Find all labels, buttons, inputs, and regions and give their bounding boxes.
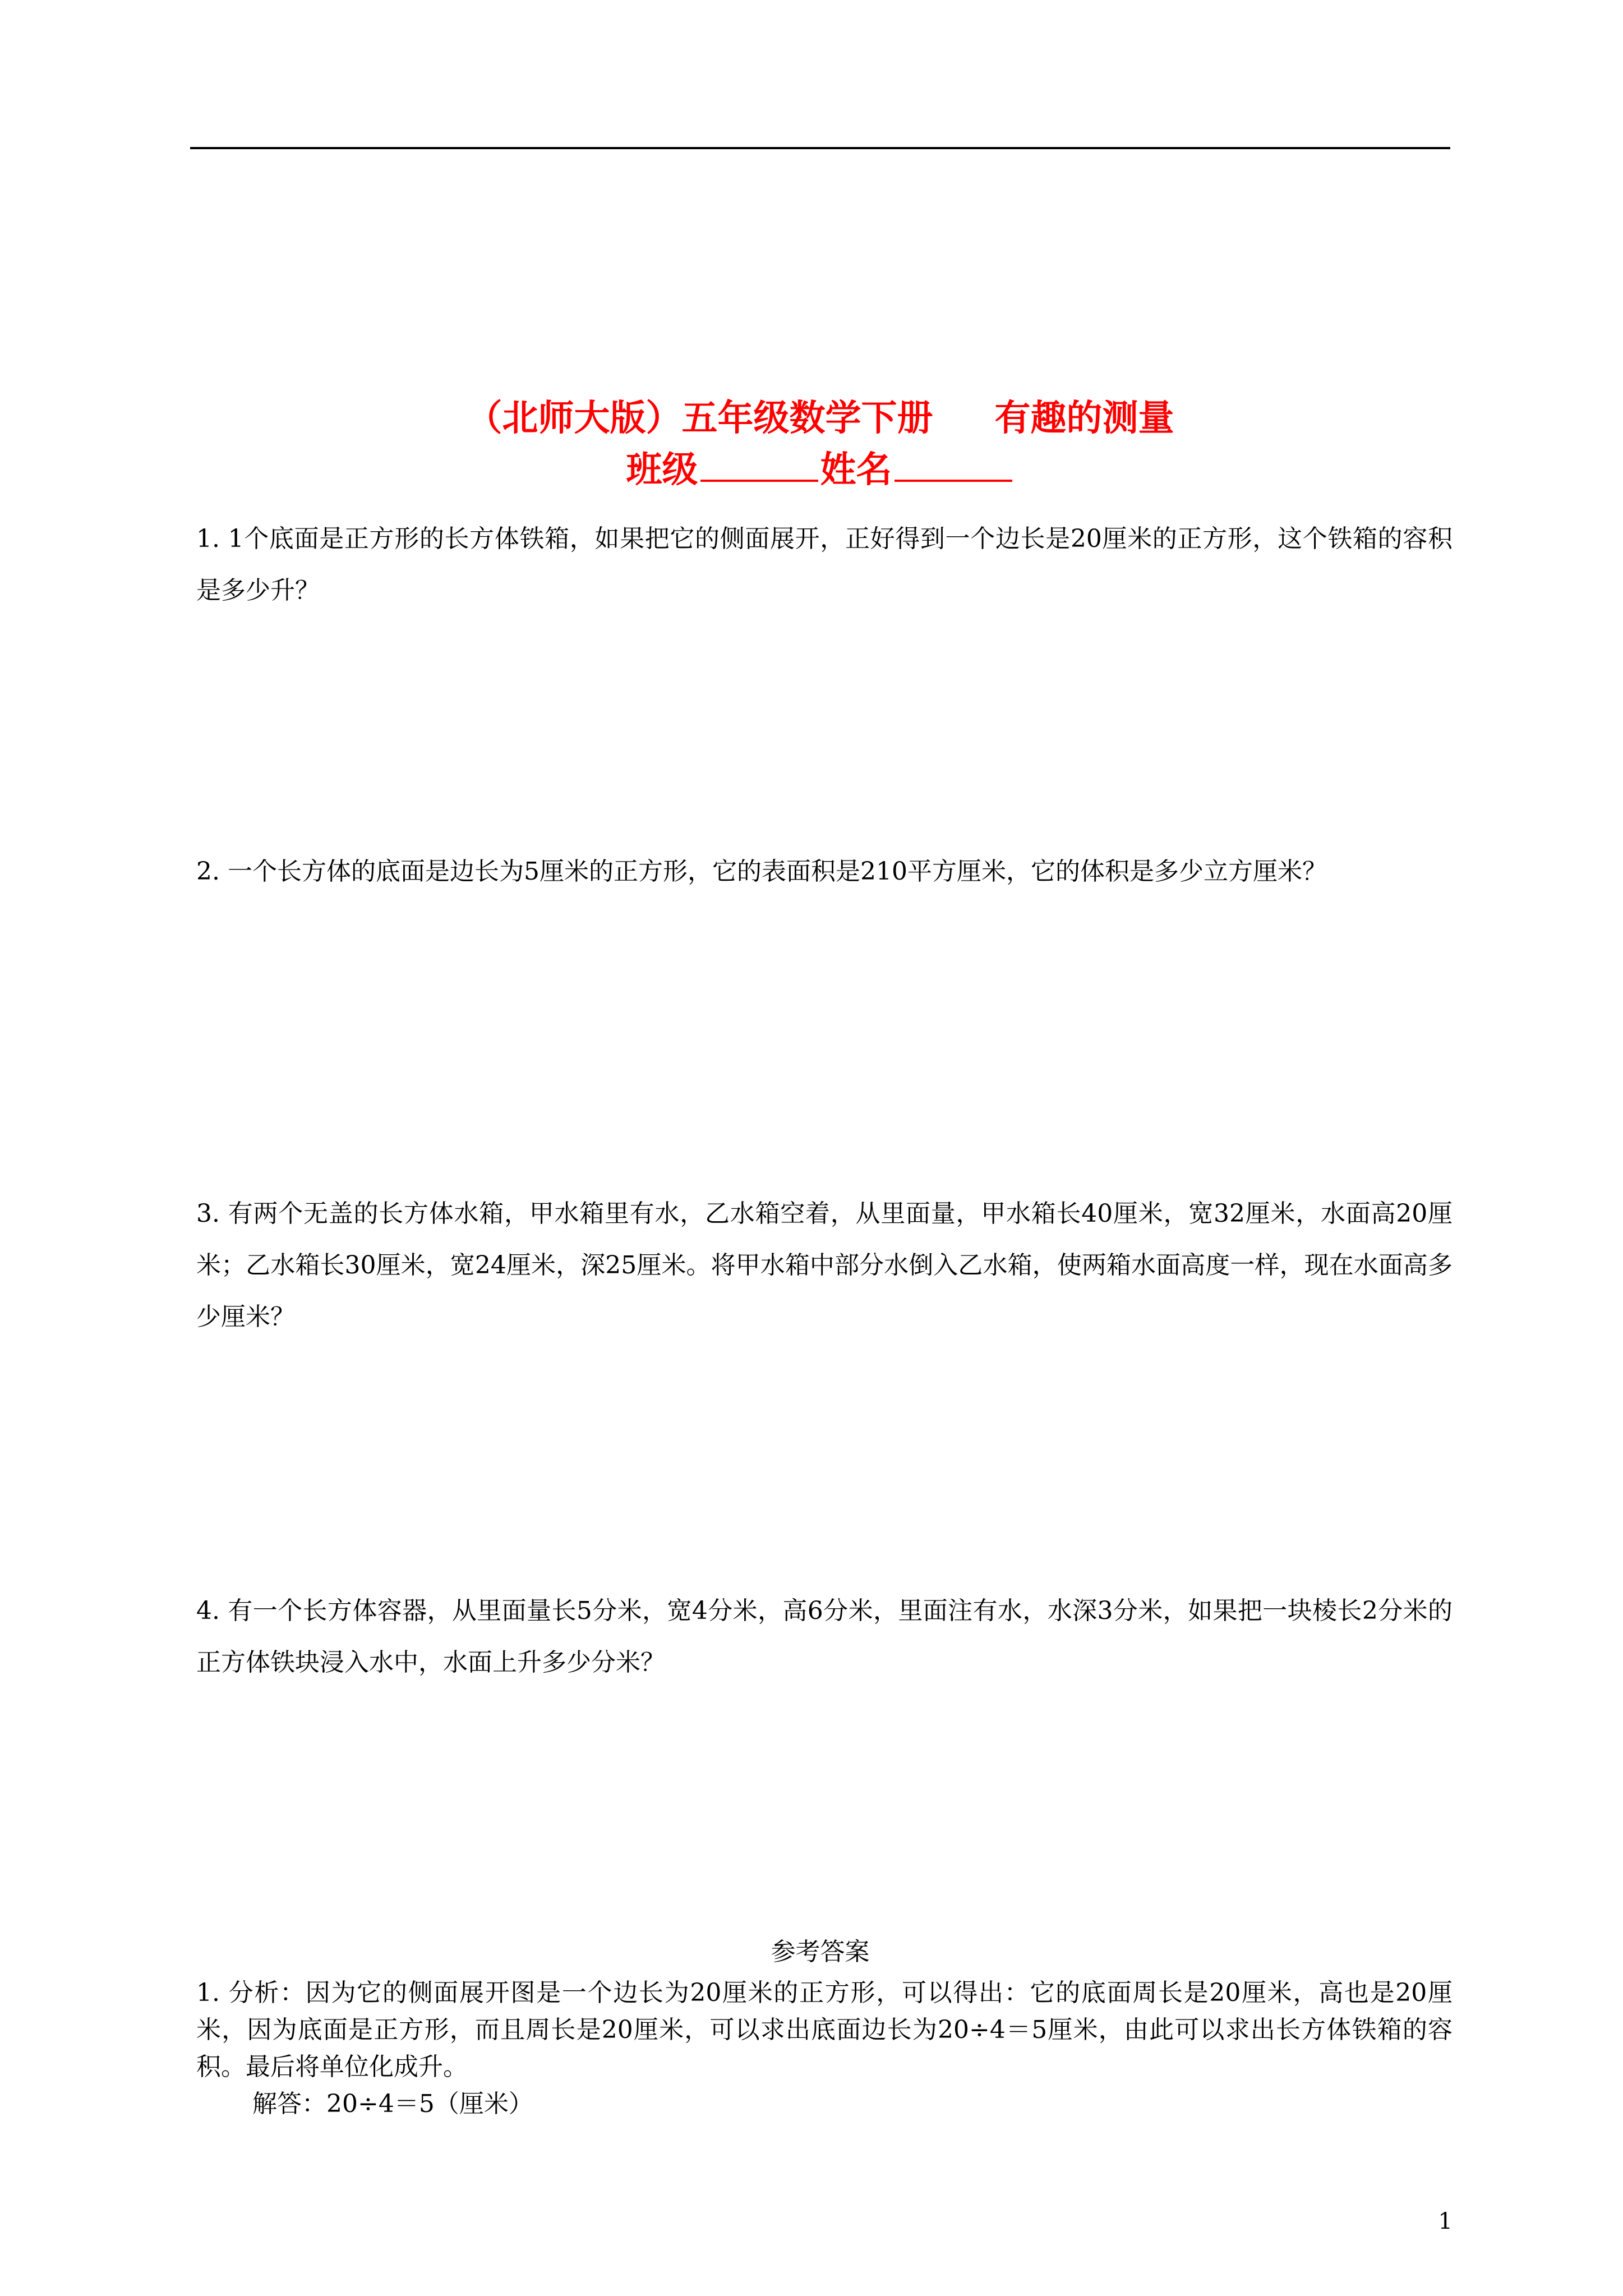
question-4: 4. 有一个长方体容器，从里面量长5分米，宽4分米，高6分米，里面注有水，水深3分米，如果把一块棱长2分米的正方体铁块浸入水中，水面上升多少分米？ xyxy=(196,1596,1453,1677)
class-blank[interactable] xyxy=(700,446,818,482)
title-topic: 有趣的测量 xyxy=(994,397,1174,439)
title-series: （北师大版）五年级数学下册 xyxy=(466,397,933,439)
page-number: 1 xyxy=(1438,2208,1453,2234)
worksheet-title xyxy=(190,393,1450,496)
title-line xyxy=(190,393,1450,444)
answer-1-solution: 解答：20÷4＝5（厘米） xyxy=(252,2090,533,2118)
question-1: 1. 1个底面是正方形的长方体铁箱，如果把它的侧面展开，正好得到一个边长是20厘米的正方形，这个铁箱的容积是多少升？ xyxy=(196,524,1453,605)
student-info-line xyxy=(190,444,1450,496)
name-label: 姓名 xyxy=(820,449,892,491)
header-rule xyxy=(190,147,1450,149)
question-3: 3. 有两个无盖的长方体水箱，甲水箱里有水，乙水箱空着，从里面量，甲水箱长40厘米，宽32厘米，水面高20厘米；乙水箱长30厘米，宽24厘米，深25厘米。将甲水箱中部分水倒入乙水箱，使两箱水面高度一样，现在水面高多少厘米？ xyxy=(196,1199,1453,1331)
name-blank[interactable] xyxy=(895,446,1012,482)
answer-1-analysis: 1. 分析：因为它的侧面展开图是一个边长为20厘米的正方形，可以得出：它的底面周长是20厘米，高也是20厘米，因为底面是正方形，而且周长是20厘米，可以求出底面边长为20÷4＝5厘米，由此可以求出长方体铁箱的容积。最后将单位化成升。 xyxy=(196,1978,1453,2081)
answers-heading: 参考答案 xyxy=(771,1938,870,1966)
class-label: 班级 xyxy=(626,449,698,491)
question-2: 2. 一个长方体的底面是边长为5厘米的正方形，它的表面积是210平方厘米，它的体积是多少立方厘米？ xyxy=(196,857,1327,886)
